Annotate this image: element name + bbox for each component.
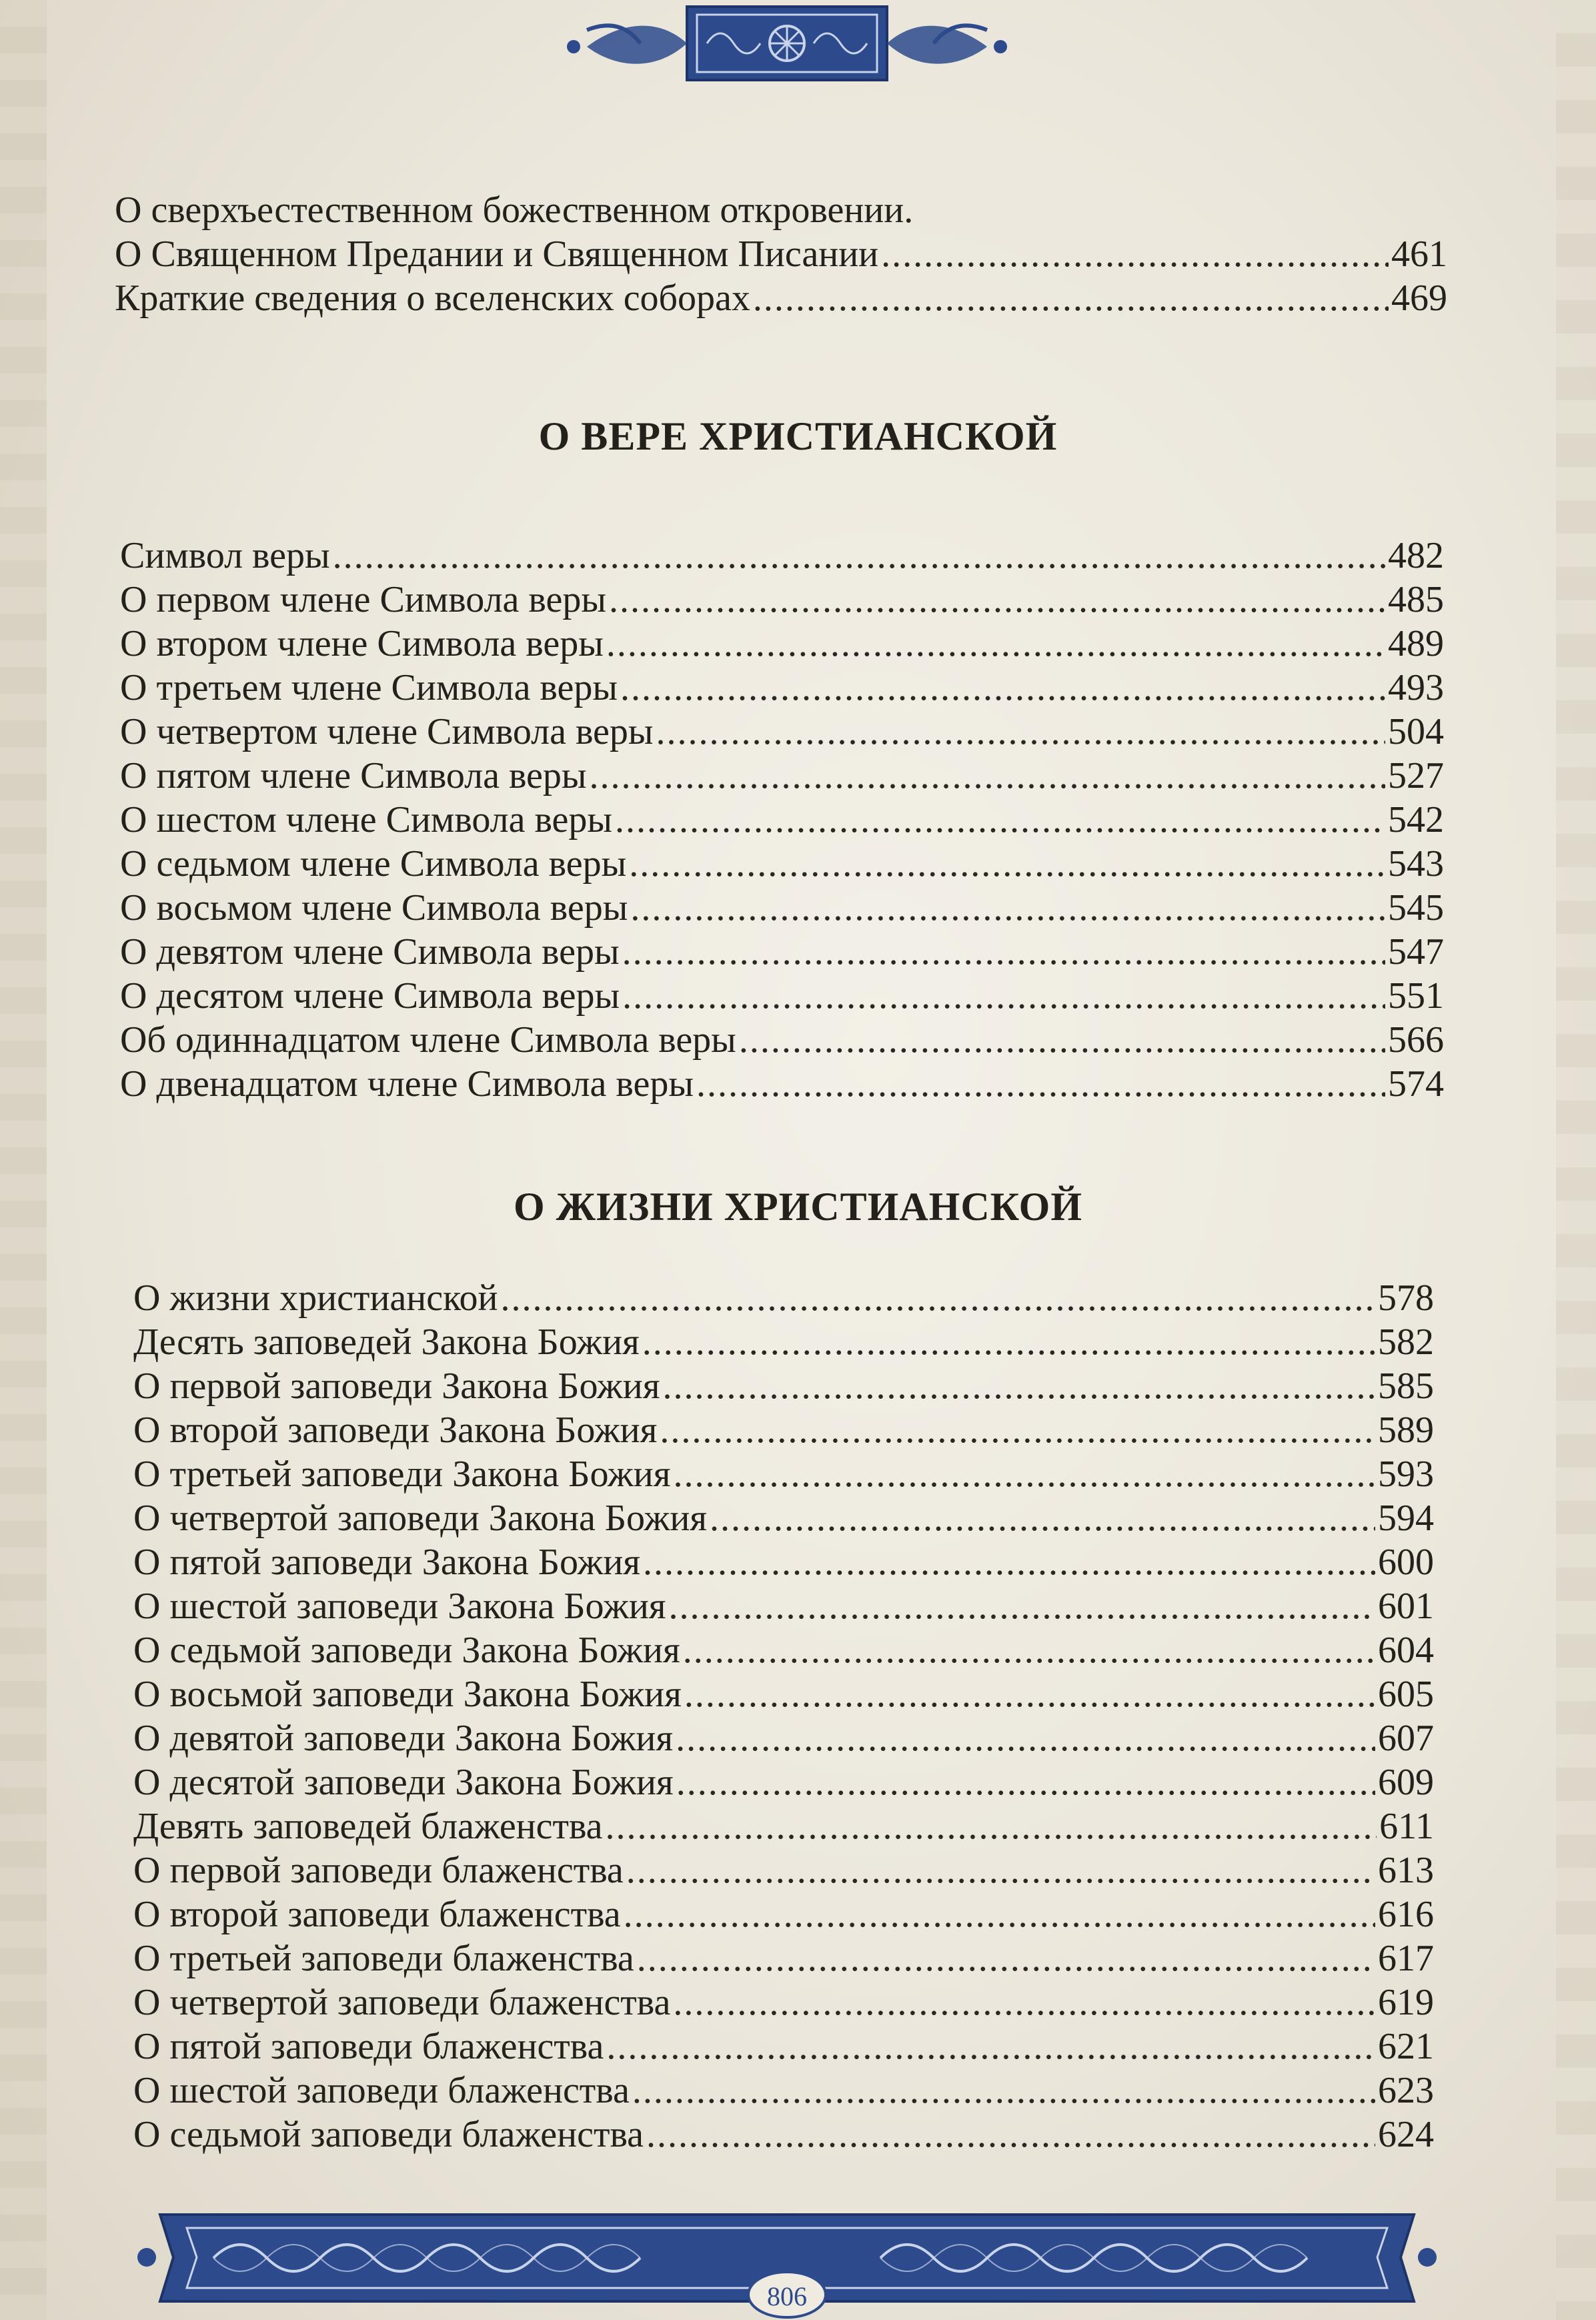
entry-title: О девятом члене Символа веры: [120, 931, 620, 973]
entry-page: 461: [1391, 233, 1447, 275]
dot-leader: [676, 1716, 1375, 1760]
entry-title: О пятой заповеди Закона Божия: [133, 1542, 641, 1583]
entry-title: О четвертой заповеди Закона Божия: [133, 1498, 708, 1539]
toc-entry: [133, 1848, 1434, 1892]
dot-leader: [673, 1452, 1375, 1496]
entry-title: Десять заповедей Закона Божия: [133, 1321, 640, 1363]
entry-title: О шестой заповеди блаженства: [133, 2070, 630, 2111]
entry-page: 551: [1388, 975, 1444, 1017]
entry-page: 493: [1388, 667, 1444, 708]
dot-leader: [676, 1760, 1375, 1804]
dot-leader: [643, 1540, 1375, 1584]
toc-entry: [115, 232, 1447, 276]
dot-leader: [620, 666, 1385, 710]
entry-title: О десятом члене Символа веры: [120, 975, 620, 1017]
entry-title: О двенадцатом члене Символа веры: [120, 1063, 694, 1105]
entry-page: 613: [1378, 1850, 1434, 1891]
dot-leader: [673, 1980, 1375, 2024]
dot-leader: [606, 2024, 1375, 2069]
entry-title: О третьей заповеди Закона Божия: [133, 1454, 671, 1495]
entry-page: 542: [1388, 799, 1444, 840]
dot-leader: [710, 1496, 1375, 1540]
entry-title: О четвертой заповеди блаженства: [133, 1982, 671, 2023]
dot-leader: [662, 1364, 1375, 1408]
right-page-edge: [1556, 0, 1596, 2320]
entry-page: 527: [1388, 755, 1444, 796]
toc-entry: [120, 578, 1444, 622]
entry-page: 482: [1388, 535, 1444, 576]
entry-page: 616: [1378, 1894, 1434, 1935]
entry-page: 469: [1391, 277, 1447, 319]
entry-page: 611: [1379, 1806, 1434, 1847]
entry-title: О восьмой заповеди Закона Божия: [133, 1674, 682, 1715]
entry-title: Краткие сведения о вселенских соборах: [115, 277, 750, 319]
entry-page: 609: [1378, 1762, 1434, 1803]
dot-leader: [669, 1584, 1375, 1628]
dot-leader: [696, 1062, 1385, 1106]
toc-entry: [120, 930, 1444, 974]
entry-title: О жизни христианской: [133, 1277, 498, 1319]
dot-leader: [881, 232, 1389, 276]
entry-page: 485: [1388, 579, 1444, 620]
dot-leader: [629, 842, 1385, 886]
dot-leader: [632, 2069, 1375, 2113]
dot-leader: [606, 1804, 1377, 1848]
entry-page: 623: [1378, 2070, 1434, 2111]
entry-page: 589: [1378, 1409, 1434, 1451]
entry-page: 489: [1388, 623, 1444, 664]
toc-entry: [133, 2024, 1434, 2069]
toc-entry: [120, 754, 1444, 798]
toc-entry: [120, 666, 1444, 710]
entry-title: О седьмом члене Символа веры: [120, 843, 627, 885]
toc-entry: [120, 1018, 1444, 1062]
toc-entry: [133, 1892, 1434, 1936]
entry-page: 617: [1378, 1938, 1434, 1979]
dot-leader: [642, 1320, 1375, 1364]
entry-page: 585: [1378, 1365, 1434, 1407]
entry-title: О пятой заповеди блаженства: [133, 2026, 604, 2067]
entry-title: О второй заповеди Закона Божия: [133, 1409, 658, 1451]
dot-leader: [660, 1408, 1375, 1452]
entry-page: 601: [1378, 1586, 1434, 1627]
dot-leader: [500, 1276, 1375, 1320]
entry-page: 600: [1378, 1542, 1434, 1583]
toc-entry: [133, 1716, 1434, 1760]
entry-title: О третьей заповеди блаженства: [133, 1938, 634, 1979]
toc-entry: [133, 1276, 1434, 1320]
toc-entry: [120, 842, 1444, 886]
dot-leader: [637, 1936, 1375, 1980]
entry-title: О восьмом члене Символа веры: [120, 887, 628, 929]
entry-title: Девять заповедей блаженства: [133, 1806, 603, 1847]
toc-entry: [133, 1760, 1434, 1804]
left-page-edge: [0, 0, 47, 2320]
toc-entry: [133, 1540, 1434, 1584]
life-entries: [133, 1276, 1434, 2157]
toc-entry: [120, 974, 1444, 1018]
entry-title: О Священном Предании и Священном Писании: [115, 233, 879, 275]
entry-title: О седьмой заповеди блаженства: [133, 2114, 644, 2155]
dot-leader: [622, 930, 1385, 974]
dot-leader: [753, 276, 1389, 320]
page-number: 806: [767, 2281, 807, 2311]
dot-leader: [683, 1628, 1375, 1672]
entry-page: 624: [1378, 2114, 1434, 2155]
dot-leader: [739, 1018, 1385, 1062]
entry-title: О девятой заповеди Закона Божия: [133, 1718, 674, 1759]
entry-page: 594: [1378, 1498, 1434, 1539]
entry-title: О десятой заповеди Закона Божия: [133, 1762, 674, 1803]
entry-page: 574: [1388, 1063, 1444, 1105]
toc-entry: [115, 276, 1447, 320]
toc-entry: [133, 1408, 1434, 1452]
entry-page: 566: [1388, 1019, 1444, 1061]
entry-title: О шестой заповеди Закона Божия: [133, 1586, 666, 1627]
dot-leader: [624, 1892, 1375, 1936]
toc-entry: [120, 1062, 1444, 1106]
toc-entry: [133, 1672, 1434, 1716]
entry-page: 578: [1378, 1277, 1434, 1319]
dot-leader: [333, 534, 1385, 578]
entry-title: О втором члене Символа веры: [120, 623, 604, 664]
section-heading-life: О ЖИЗНИ ХРИСТИАНСКОЙ: [513, 1185, 1083, 1229]
entry-page: 547: [1388, 931, 1444, 973]
top-ornament-icon: [534, 0, 1040, 100]
entry-page: 621: [1378, 2026, 1434, 2067]
toc-entry: [120, 622, 1444, 666]
dot-leader: [656, 710, 1385, 754]
toc-entry: [133, 2069, 1434, 2113]
entry-page: 593: [1378, 1454, 1434, 1495]
toc-entry: [133, 1628, 1434, 1672]
dot-leader: [684, 1672, 1375, 1716]
dot-leader: [630, 886, 1385, 930]
toc-entry: [133, 1584, 1434, 1628]
entry-title: О четвертом члене Символа веры: [120, 711, 654, 752]
entry-page: 604: [1378, 1630, 1434, 1671]
entry-title: О третьем члене Символа веры: [120, 667, 618, 708]
entry-page: 543: [1388, 843, 1444, 885]
entry-title: Об одиннадцатом члене Символа веры: [120, 1019, 736, 1061]
entry-title: О первой заповеди Закона Божия: [133, 1365, 660, 1407]
entry-title: Символ веры: [120, 535, 330, 576]
entry-page: 605: [1378, 1674, 1434, 1715]
toc-entry: [133, 1936, 1434, 1980]
faith-entries: [120, 534, 1444, 1106]
entry-title: О первом члене Символа веры: [120, 579, 606, 620]
toc-entry: [133, 1320, 1434, 1364]
toc-entry: [133, 1364, 1434, 1408]
entry-page: 607: [1378, 1718, 1434, 1759]
dot-leader: [590, 754, 1385, 798]
entry-title: О первой заповеди блаженства: [133, 1850, 624, 1891]
toc-entry: [133, 1804, 1434, 1848]
toc-entry: [133, 2113, 1434, 2157]
entry-title: О второй заповеди блаженства: [133, 1894, 621, 1935]
entry-title: О шестом члене Символа веры: [120, 799, 613, 840]
dot-leader: [626, 1848, 1375, 1892]
intro-block: [115, 188, 1447, 320]
entry-page: 545: [1388, 887, 1444, 929]
toc-entry: [133, 1452, 1434, 1496]
toc-entry: [120, 798, 1444, 842]
section-heading-faith: О ВЕРЕ ХРИСТИАНСКОЙ: [538, 414, 1058, 458]
toc-entry: [133, 1496, 1434, 1540]
dot-leader: [615, 798, 1385, 842]
entry-page: 504: [1388, 711, 1444, 752]
toc-entry: [120, 710, 1444, 754]
bottom-ornament-icon: [133, 2195, 1441, 2320]
entry-page: 619: [1378, 1982, 1434, 2023]
toc-entry: [133, 1980, 1434, 2024]
dot-leader: [609, 578, 1385, 622]
dot-leader: [622, 974, 1385, 1018]
toc-entry: [120, 886, 1444, 930]
dot-leader: [606, 622, 1385, 666]
dot-leader: [646, 2113, 1375, 2157]
entry-page: 582: [1378, 1321, 1434, 1363]
toc-entry: [120, 534, 1444, 578]
entry-title: О пятом члене Символа веры: [120, 755, 587, 796]
entry-title: О седьмой заповеди Закона Божия: [133, 1630, 680, 1671]
intro-first-line: О сверхъестественном божественном откровении.: [115, 189, 914, 231]
